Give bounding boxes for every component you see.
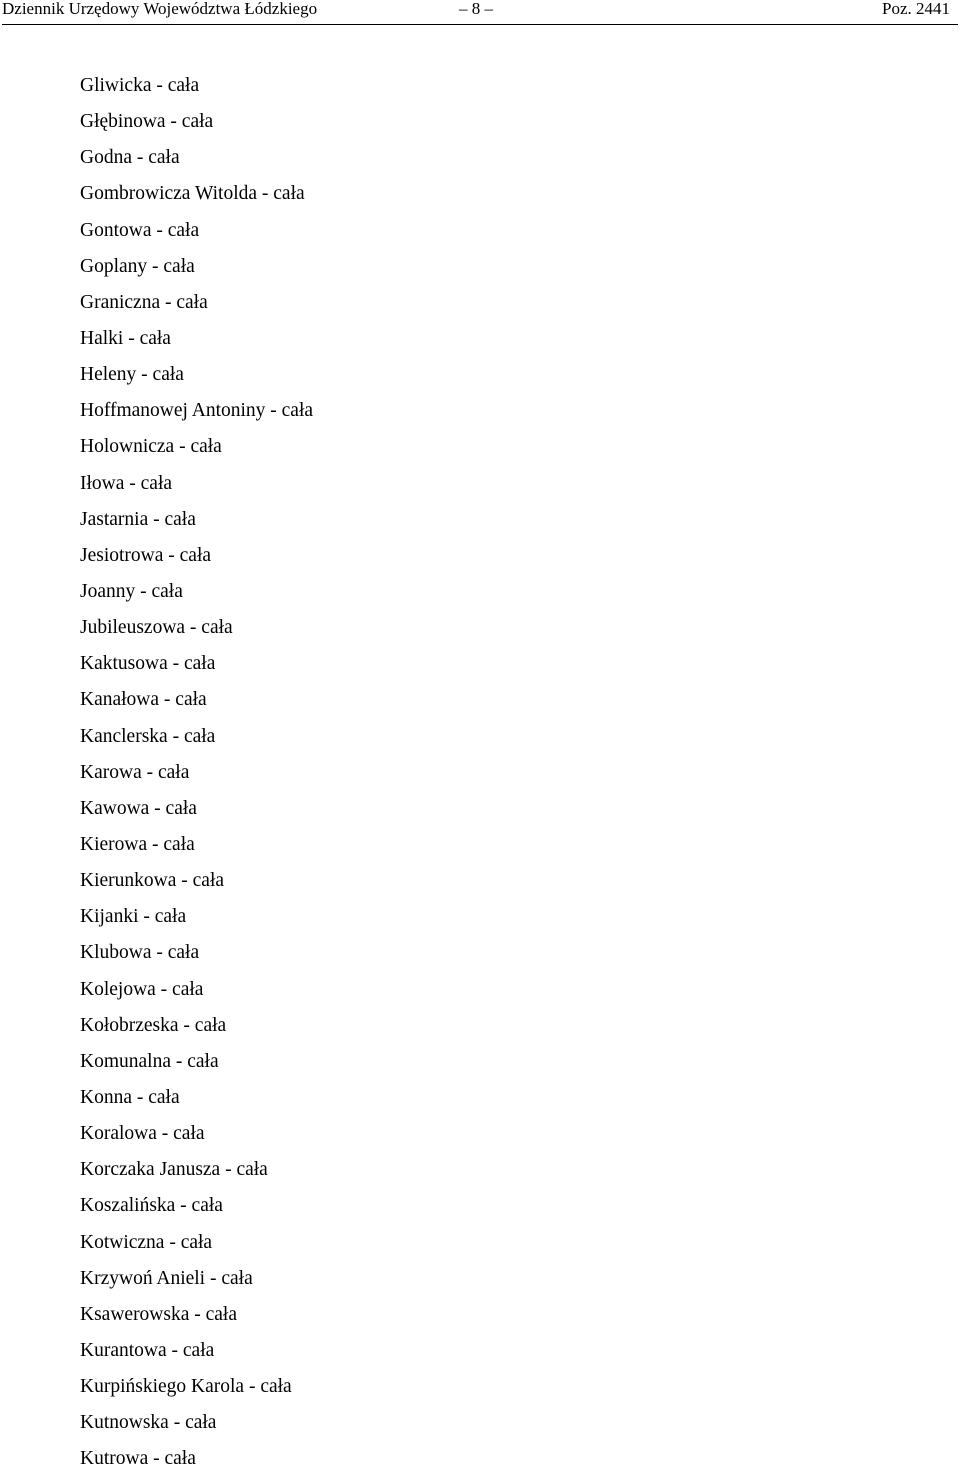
street-item: Graniczna - cała (80, 291, 208, 313)
street-item: Kanclerska - cała (80, 725, 216, 747)
street-item: Jubileuszowa - cała (80, 617, 233, 639)
street-item: Gombrowicza Witolda - cała (80, 183, 305, 205)
street-item: Kutrowa - cała (80, 1448, 196, 1470)
street-item: Iłowa - cała (80, 472, 173, 494)
street-item: Joanny - cała (80, 580, 183, 602)
journal-title: Dziennik Urzędowy Województwa Łódzkiego (2, 0, 318, 18)
street-item: Godna - cała (80, 147, 180, 169)
street-item: Holownicza - cała (80, 436, 222, 458)
street-item: Komunalna - cała (80, 1050, 219, 1072)
street-item: Kolejowa - cała (80, 978, 204, 1000)
street-item: Kijanki - cała (80, 906, 187, 928)
street-item: Ksawerowska - cała (80, 1303, 238, 1325)
street-item: Gontowa - cała (80, 219, 200, 241)
street-item: Karowa - cała (80, 761, 190, 783)
street-item: Hoffmanowej Antoniny - cała (80, 400, 314, 422)
street-item: Kierowa - cała (80, 833, 195, 855)
street-item: Konna - cała (80, 1086, 180, 1108)
street-item: Klubowa - cała (80, 942, 200, 964)
page-number: – 8 – (459, 0, 493, 18)
street-item: Kierunkowa - cała (80, 870, 225, 892)
street-item: Halki - cała (80, 327, 171, 349)
street-item: Kurantowa - cała (80, 1339, 215, 1361)
street-item: Jastarnia - cała (80, 508, 196, 530)
street-item: Koralowa - cała (80, 1123, 205, 1145)
street-item: Kanałowa - cała (80, 689, 207, 711)
street-item: Kawowa - cała (80, 797, 197, 819)
street-item: Koszalińska - cała (80, 1195, 223, 1217)
street-item: Głębinowa - cała (80, 111, 214, 133)
header-divider (2, 24, 958, 25)
street-list (80, 71, 313, 1480)
street-item: Kaktusowa - cała (80, 653, 216, 675)
street-item: Kotwiczna - cała (80, 1231, 213, 1253)
street-item: Gliwicka - cała (80, 75, 200, 96)
street-item: Jesiotrowa - cała (80, 544, 212, 566)
street-item: Krzywoń Anieli - cała (80, 1267, 253, 1289)
street-item: Goplany - cała (80, 255, 195, 277)
street-item: Kurpińskiego Karola - cała (80, 1376, 292, 1398)
street-item: Kutnowska - cała (80, 1412, 217, 1434)
street-item: Korczaka Janusza - cała (80, 1159, 268, 1181)
page-header (0, 0, 960, 24)
street-item: Heleny - cała (80, 364, 184, 386)
position-number: Poz. 2441 (882, 0, 950, 18)
street-item: Kołobrzeska - cała (80, 1014, 227, 1036)
